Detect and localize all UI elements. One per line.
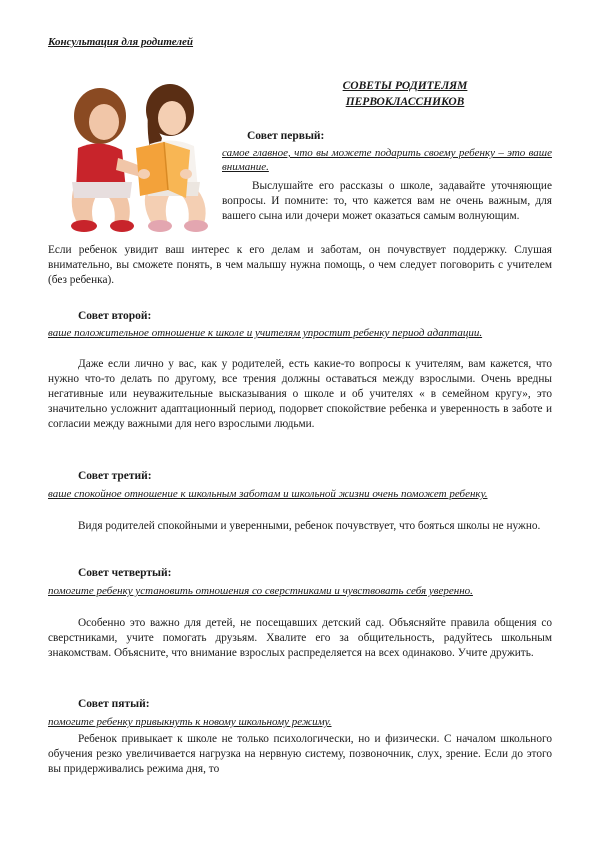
tip-1-heading: Совет первый: (247, 130, 325, 142)
tip-1-text-wrapped: Выслушайте его рассказы о школе, задавайте уточняющие вопросы. И помните: то, что кажется вам не очень важным, для вашего сына или дочери может оказаться самым волнующим. (222, 180, 552, 222)
tip-2-subtitle: ваше положительное отношение к школе и учителям упростит ребенку период адаптации. (48, 327, 483, 339)
tip-3-heading: Совет третий: (78, 470, 152, 482)
tip-3-text: Видя родителей спокойными и уверенными, ребенок почувствует, что бояться школы не нужно. (78, 520, 541, 532)
children-reading-photo (48, 78, 216, 236)
tip-2-text: Даже если лично у вас, как у родителей, есть какие-то вопросы к учителям, вам кажется, что нужно что-то делать по другому, все трения должны оставаться между взрослыми. Очень вредны негативные или неуважительные высказывания о школе и об учителях « в семейном кругу», это значительно усложнит адаптационный период, подорвет спокойствие ребенка и уверенность в заботе и согласии между важными для него взрослыми людьми. (48, 358, 552, 430)
tip-5-text: Ребенок привыкает к школе не только психологически, но и физически. С началом школьного обучения резко увеличивается нагрузка на нервную систему, позвоночник, слух, зрение. Если до этого вы придерживались режима дня, то (48, 733, 552, 775)
document-header: Консультация для родителей (48, 36, 194, 48)
tip-5-subtitle: помогите ребенку привыкнуть к новому школьному режиму. (48, 716, 332, 728)
tip-4-text: Особенно это важно для детей, не посещавших детский сад. Объясняйте правила общения со сверстниками, учите помогать друзьям. Хвалите его за общительность, радуйтесь школьным знакомствам. Объясните, что внимание взрослых распределяется на всех одинаково. Учите дружить. (48, 617, 552, 659)
tip-1-text-full: Если ребенок увидит ваш интерес к его делам и заботам, он почувствует поддержку. Слушая внимательно, вы сможете понять, в чем малышу нужна помощь, о чем следует поговорить с учителем (без ребенка). (48, 244, 552, 286)
tip-1-subtitle: самое главное, что вы можете подарить своему ребенку – это ваше внимание. (222, 147, 552, 173)
tip-5-heading: Совет пятый: (78, 698, 150, 710)
document-title: СОВЕТЫ РОДИТЕЛЯМ ПЕРВОКЛАССНИКОВ (342, 80, 468, 108)
tip-2-heading: Совет второй: (78, 310, 152, 322)
tip-3-subtitle: ваше спокойное отношение к школьным заботам и школьной жизни очень поможет ребенку. (48, 488, 488, 500)
tip-4-subtitle: помогите ребенку установить отношения со сверстниками и чувствовать себя уверенно. (48, 585, 473, 597)
tip-4-heading: Совет четвертый: (78, 567, 172, 579)
